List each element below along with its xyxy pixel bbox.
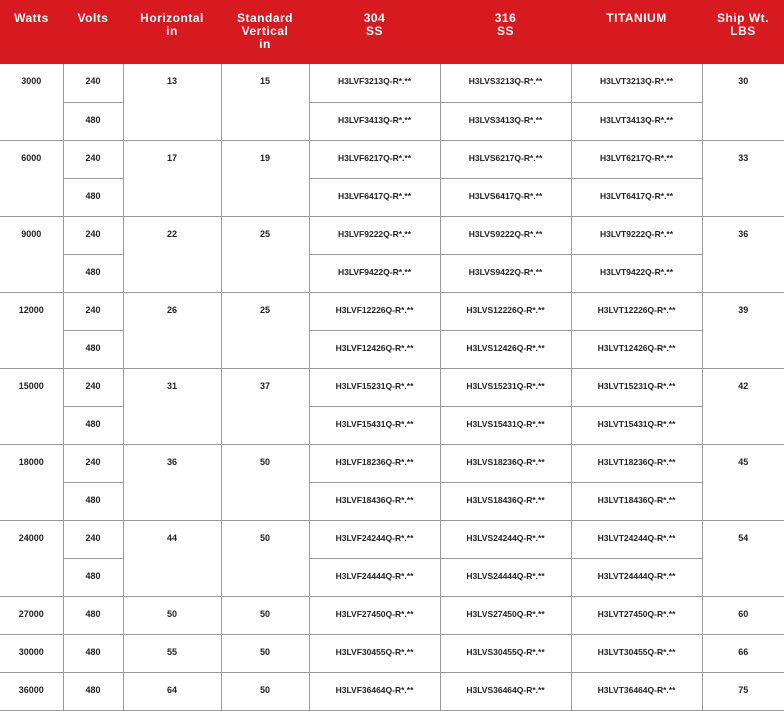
titanium-code-cell: H3LVT30455Q-R*.** [571, 634, 702, 672]
vertical-cell: 50 [221, 672, 309, 710]
header-volts: Volts [63, 0, 123, 64]
header-horizontal: Horizontal in [123, 0, 221, 64]
ss304-code-cell: H3LVF24244Q-R*.** [309, 520, 440, 558]
volts-cell: 480 [63, 102, 123, 140]
header-ship-weight: Ship Wt. LBS [702, 0, 784, 64]
horizontal-cell: 44 [123, 520, 221, 596]
volts-cell: 480 [63, 596, 123, 634]
vertical-cell: 50 [221, 520, 309, 596]
ss304-code-cell: H3LVF24444Q-R*.** [309, 558, 440, 596]
table-row [0, 216, 784, 254]
table-row [0, 558, 784, 596]
ss304-code-cell: H3LVF6417Q-R*.** [309, 178, 440, 216]
ss304-code-cell: H3LVF9422Q-R*.** [309, 254, 440, 292]
watts-cell: 36000 [0, 672, 63, 710]
ss316-code-cell: H3LVS9222Q-R*.** [440, 216, 571, 254]
watts-cell: 15000 [0, 368, 63, 444]
ss304-code-cell: H3LVF6217Q-R*.** [309, 140, 440, 178]
vertical-cell: 19 [221, 140, 309, 216]
horizontal-cell: 13 [123, 64, 221, 140]
vertical-cell: 50 [221, 634, 309, 672]
ship-weight-cell: 33 [702, 140, 784, 216]
volts-cell: 480 [63, 178, 123, 216]
ss316-code-cell: H3LVS36464Q-R*.** [440, 672, 571, 710]
titanium-code-cell: H3LVT15431Q-R*.** [571, 406, 702, 444]
ship-weight-cell: 42 [702, 368, 784, 444]
titanium-code-cell: H3LVT15231Q-R*.** [571, 368, 702, 406]
ss304-code-cell: H3LVF3413Q-R*.** [309, 102, 440, 140]
table-row [0, 634, 784, 672]
ss316-code-cell: H3LVS24444Q-R*.** [440, 558, 571, 596]
ss316-code-cell: H3LVS3213Q-R*.** [440, 64, 571, 102]
ss316-code-cell: H3LVS30455Q-R*.** [440, 634, 571, 672]
titanium-code-cell: H3LVT24444Q-R*.** [571, 558, 702, 596]
ss316-code-cell: H3LVS12226Q-R*.** [440, 292, 571, 330]
titanium-code-cell: H3LVT9422Q-R*.** [571, 254, 702, 292]
table-row [0, 102, 784, 140]
table-row [0, 292, 784, 330]
ship-weight-cell: 75 [702, 672, 784, 710]
vertical-cell: 50 [221, 444, 309, 520]
volts-cell: 240 [63, 292, 123, 330]
ss304-code-cell: H3LVF15231Q-R*.** [309, 368, 440, 406]
ship-weight-cell: 36 [702, 216, 784, 292]
ss304-code-cell: H3LVF3213Q-R*.** [309, 64, 440, 102]
volts-cell: 240 [63, 368, 123, 406]
table-row [0, 64, 784, 102]
ss304-code-cell: H3LVF18236Q-R*.** [309, 444, 440, 482]
ss316-code-cell: H3LVS9422Q-R*.** [440, 254, 571, 292]
header-titanium: TITANIUM [571, 0, 702, 64]
watts-cell: 30000 [0, 634, 63, 672]
ss316-code-cell: H3LVS27450Q-R*.** [440, 596, 571, 634]
ss316-code-cell: H3LVS18236Q-R*.** [440, 444, 571, 482]
watts-cell: 18000 [0, 444, 63, 520]
horizontal-cell: 50 [123, 596, 221, 634]
volts-cell: 480 [63, 558, 123, 596]
ss316-code-cell: H3LVS15231Q-R*.** [440, 368, 571, 406]
ss316-code-cell: H3LVS15431Q-R*.** [440, 406, 571, 444]
ship-weight-cell: 39 [702, 292, 784, 368]
ship-weight-cell: 30 [702, 64, 784, 140]
horizontal-cell: 55 [123, 634, 221, 672]
volts-cell: 240 [63, 216, 123, 254]
vertical-cell: 50 [221, 596, 309, 634]
ss316-code-cell: H3LVS24244Q-R*.** [440, 520, 571, 558]
watts-cell: 27000 [0, 596, 63, 634]
ss304-code-cell: H3LVF36464Q-R*.** [309, 672, 440, 710]
table-row [0, 672, 784, 710]
horizontal-cell: 64 [123, 672, 221, 710]
titanium-code-cell: H3LVT12226Q-R*.** [571, 292, 702, 330]
volts-cell: 240 [63, 64, 123, 102]
table-row [0, 482, 784, 520]
watts-cell: 9000 [0, 216, 63, 292]
header-standard-vertical: Standard Vertical in [221, 0, 309, 64]
table-row [0, 140, 784, 178]
titanium-code-cell: H3LVT3413Q-R*.** [571, 102, 702, 140]
volts-cell: 240 [63, 140, 123, 178]
table-row [0, 596, 784, 634]
volts-cell: 480 [63, 254, 123, 292]
ss316-code-cell: H3LVS3413Q-R*.** [440, 102, 571, 140]
ship-weight-cell: 66 [702, 634, 784, 672]
horizontal-cell: 22 [123, 216, 221, 292]
ss304-code-cell: H3LVF18436Q-R*.** [309, 482, 440, 520]
header-watts: Watts [0, 0, 63, 64]
horizontal-cell: 17 [123, 140, 221, 216]
header-row [0, 0, 784, 64]
ss316-code-cell: H3LVS6417Q-R*.** [440, 178, 571, 216]
table-row [0, 178, 784, 216]
titanium-code-cell: H3LVT9222Q-R*.** [571, 216, 702, 254]
ss304-code-cell: H3LVF9222Q-R*.** [309, 216, 440, 254]
table-row [0, 254, 784, 292]
table-body [0, 64, 784, 710]
volts-cell: 480 [63, 482, 123, 520]
vertical-cell: 25 [221, 292, 309, 368]
ss304-code-cell: H3LVF30455Q-R*.** [309, 634, 440, 672]
titanium-code-cell: H3LVT24244Q-R*.** [571, 520, 702, 558]
volts-cell: 480 [63, 634, 123, 672]
horizontal-cell: 26 [123, 292, 221, 368]
titanium-code-cell: H3LVT18236Q-R*.** [571, 444, 702, 482]
table-row [0, 406, 784, 444]
ss304-code-cell: H3LVF12426Q-R*.** [309, 330, 440, 368]
ss316-code-cell: H3LVS12426Q-R*.** [440, 330, 571, 368]
watts-cell: 6000 [0, 140, 63, 216]
titanium-code-cell: H3LVT12426Q-R*.** [571, 330, 702, 368]
ship-weight-cell: 54 [702, 520, 784, 596]
volts-cell: 240 [63, 520, 123, 558]
horizontal-cell: 31 [123, 368, 221, 444]
vertical-cell: 37 [221, 368, 309, 444]
volts-cell: 480 [63, 406, 123, 444]
ss316-code-cell: H3LVS6217Q-R*.** [440, 140, 571, 178]
ss304-code-cell: H3LVF12226Q-R*.** [309, 292, 440, 330]
ss316-code-cell: H3LVS18436Q-R*.** [440, 482, 571, 520]
watts-cell: 12000 [0, 292, 63, 368]
volts-cell: 480 [63, 672, 123, 710]
table-row [0, 444, 784, 482]
titanium-code-cell: H3LVT36464Q-R*.** [571, 672, 702, 710]
header-304-ss: 304 SS [309, 0, 440, 64]
table-row [0, 330, 784, 368]
ss304-code-cell: H3LVF15431Q-R*.** [309, 406, 440, 444]
ss304-code-cell: H3LVF27450Q-R*.** [309, 596, 440, 634]
table-row [0, 520, 784, 558]
horizontal-cell: 36 [123, 444, 221, 520]
watts-cell: 3000 [0, 64, 63, 140]
header-316-ss: 316 SS [440, 0, 571, 64]
titanium-code-cell: H3LVT6217Q-R*.** [571, 140, 702, 178]
titanium-code-cell: H3LVT3213Q-R*.** [571, 64, 702, 102]
ship-weight-cell: 60 [702, 596, 784, 634]
titanium-code-cell: H3LVT27450Q-R*.** [571, 596, 702, 634]
volts-cell: 240 [63, 444, 123, 482]
vertical-cell: 25 [221, 216, 309, 292]
watts-cell: 24000 [0, 520, 63, 596]
vertical-cell: 15 [221, 64, 309, 140]
titanium-code-cell: H3LVT6417Q-R*.** [571, 178, 702, 216]
table-row [0, 368, 784, 406]
titanium-code-cell: H3LVT18436Q-R*.** [571, 482, 702, 520]
volts-cell: 480 [63, 330, 123, 368]
ship-weight-cell: 45 [702, 444, 784, 520]
